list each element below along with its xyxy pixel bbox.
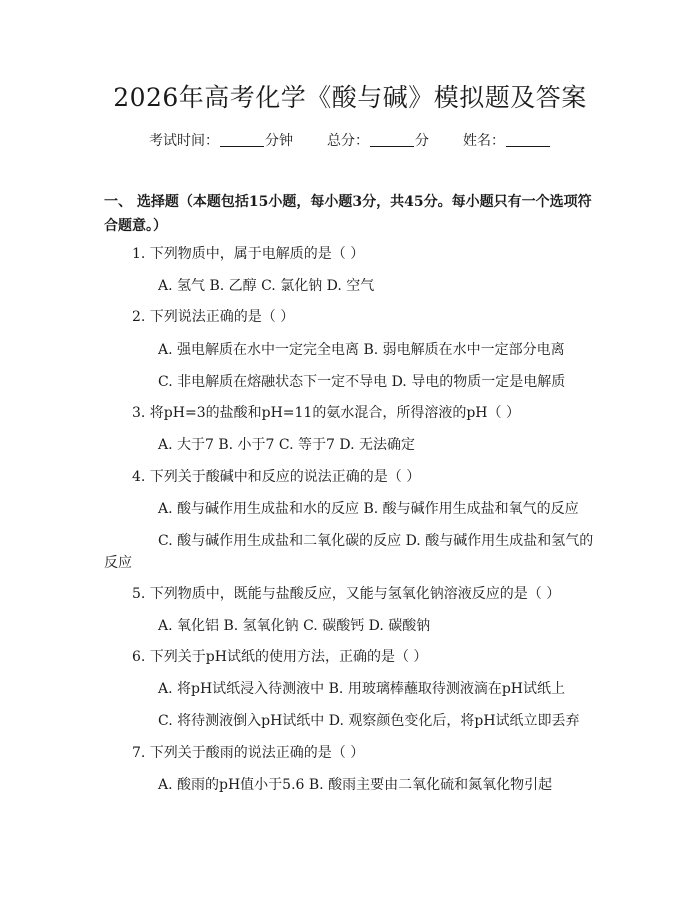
question-2: 2. 下列说法正确的是（ ）	[132, 309, 295, 325]
question-5-options: A. 氧化铝 B. 氢氧化钠 C. 碳酸钙 D. 碳酸钠	[158, 618, 431, 634]
time-label: 考试时间：	[149, 133, 219, 149]
question-4-options-cd: C. 酸与碱作用生成盐和二氧化碳的反应 D. 酸与碱作用生成盐和氢气的	[158, 533, 594, 549]
question-5: 5. 下列物质中，既能与盐酸反应，又能与氢氧化钠溶液反应的是（ ）	[132, 586, 561, 602]
question-1-options: A. 氢气 B. 乙醇 C. 氯化钠 D. 空气	[158, 278, 375, 294]
score-label: 总分：	[327, 133, 369, 149]
name-blank	[506, 132, 550, 147]
time-unit: 分钟	[265, 133, 293, 149]
question-2-options-cd: C. 非电解质在熔融状态下一定不导电 D. 导电的物质一定是电解质	[158, 374, 566, 390]
question-7: 7. 下列关于酸雨的说法正确的是（ ）	[132, 745, 365, 761]
page-title: 2026年高考化学《酸与碱》模拟题及答案	[113, 83, 587, 112]
question-4-options-wrap: 反应	[104, 555, 132, 571]
question-1: 1. 下列物质中，属于电解质的是（ ）	[132, 246, 365, 262]
time-blank	[220, 132, 264, 147]
question-6-options-ab: A. 将pH试纸浸入待测液中 B. 用玻璃棒蘸取待测液滴在pH试纸上	[158, 681, 565, 697]
question-7-options-ab: A. 酸雨的pH值小于5.6 B. 酸雨主要由二氧化硫和氮氧化物引起	[158, 777, 553, 793]
question-6-options-cd: C. 将待测液倒入pH试纸中 D. 观察颜色变化后，将pH试纸立即丢弃	[158, 713, 580, 729]
section-heading: 一、 选择题（本题包括15小题，每小题3分，共45分。每小题只有一个选项符合题意。）	[104, 194, 592, 234]
question-6: 6. 下列关于pH试纸的使用方法，正确的是（ ）	[132, 649, 428, 665]
question-4-options-ab: A. 酸与碱作用生成盐和水的反应 B. 酸与碱作用生成盐和氧气的反应	[158, 501, 579, 517]
question-2-options-ab: A. 强电解质在水中一定完全电离 B. 弱电解质在水中一定部分电离	[158, 342, 565, 358]
question-3-options: A. 大于7 B. 小于7 C. 等于7 D. 无法确定	[158, 437, 416, 453]
score-unit: 分	[415, 133, 429, 149]
question-4: 4. 下列关于酸碱中和反应的说法正确的是（ ）	[132, 469, 421, 485]
score-blank	[370, 132, 414, 147]
exam-info-line	[0, 131, 700, 151]
name-label: 姓名：	[463, 133, 505, 149]
question-3: 3. 将pH=3的盐酸和pH=11的氨水混合，所得溶液的pH（ ）	[132, 405, 520, 421]
